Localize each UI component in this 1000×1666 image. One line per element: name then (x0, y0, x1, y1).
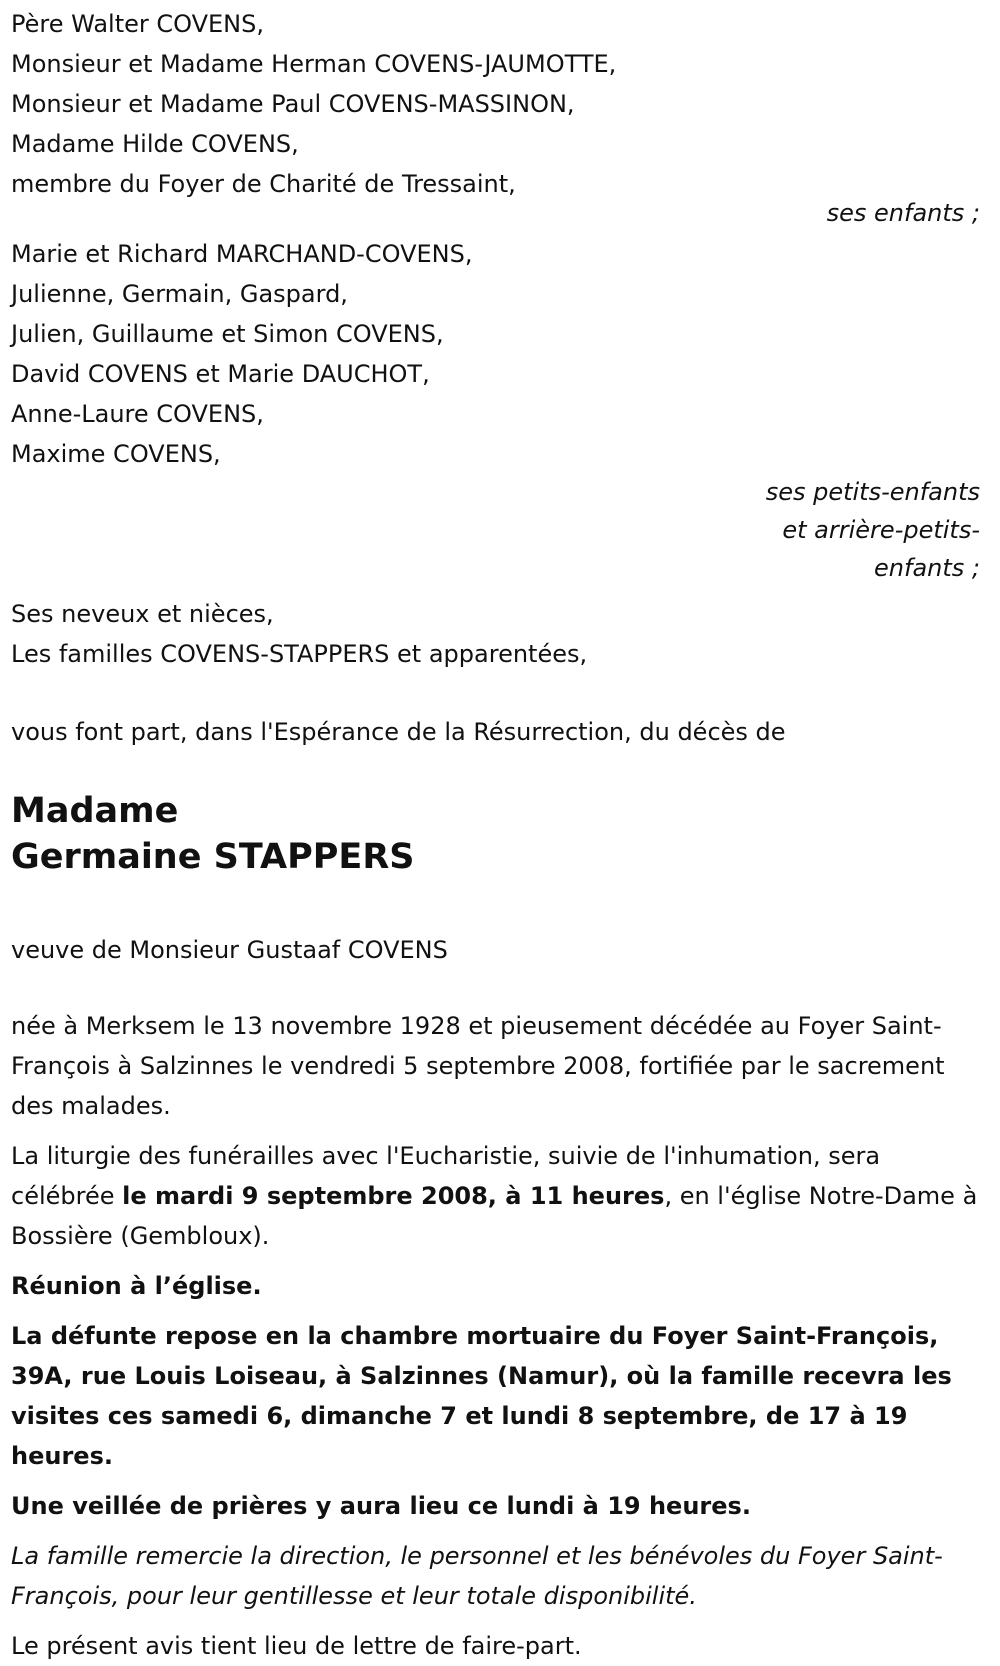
relation-label: enfants ; (874, 554, 980, 582)
others-group (11, 594, 988, 674)
children-group (11, 4, 988, 228)
relation-label: et arrière-petits- (782, 516, 980, 544)
funeral-date: le mardi 9 septembre 2008, à 11 heures (122, 1182, 665, 1210)
family-line: Les familles COVENS-STAPPERS et apparentées, (11, 640, 588, 668)
meeting-info: Réunion à l’église. (11, 1272, 262, 1300)
visitation-info: La défunte repose en la chambre mortuaire du Foyer Saint-François, 39A, rue Louis Loiseau, à Salzinnes (Namur), où la famille recevra les visites ces samedi 6, dimanche 7 et lundi 8 septembre, de 17 à 19 heures. (11, 1322, 952, 1470)
deceased-title: Madame (11, 791, 179, 831)
grandchildren-group (11, 234, 988, 588)
deceased-fullname: Germaine STAPPERS (11, 837, 415, 877)
family-line: membre du Foyer de Charité de Tressaint, (11, 170, 516, 198)
family-line: Julienne, Germain, Gaspard, (11, 280, 348, 308)
family-line: Monsieur et Madame Herman COVENS-JAUMOTTE, (11, 50, 617, 78)
funeral-suffix: , en l'église Notre-Dame à Bossière (Gembloux). (11, 1182, 978, 1250)
closing-note: Le présent avis tient lieu de lettre de faire-part. (11, 1632, 582, 1660)
family-line: Ses neveux et nièces, (11, 600, 274, 628)
announcement: vous font part, dans l'Espérance de la Résurrection, du décès de (11, 718, 786, 746)
widow-of: veuve de Monsieur Gustaaf COVENS (11, 936, 448, 964)
funeral-prefix: La liturgie des funérailles avec l'Eucharistie, suivie de l'inhumation, sera célébrée (11, 1142, 881, 1210)
birth-death-details: née à Merksem le 13 novembre 1928 et pieusement décédée au Foyer Saint-François à Salzinnes le vendredi 5 septembre 2008, fortifiée par le sacrement des malades. (11, 1012, 945, 1120)
family-line: David COVENS et Marie DAUCHOT, (11, 360, 430, 388)
relation-label: ses petits-enfants (765, 478, 980, 506)
funeral-details (11, 1136, 988, 1256)
family-line: Anne-Laure COVENS, (11, 400, 264, 428)
relation-label: ses enfants ; (826, 199, 980, 227)
family-line: Julien, Guillaume et Simon COVENS, (11, 320, 444, 348)
family-line: Madame Hilde COVENS, (11, 130, 299, 158)
family-line: Marie et Richard MARCHAND-COVENS, (11, 240, 473, 268)
family-line: Père Walter COVENS, (11, 10, 264, 38)
vigil-info: Une veillée de prières y aura lieu ce lundi à 19 heures. (11, 1492, 751, 1520)
deceased-name (11, 788, 988, 880)
family-line: Maxime COVENS, (11, 440, 221, 468)
thanks-note: La famille remercie la direction, le personnel et les bénévoles du Foyer Saint-François, pour leur gentillesse et leur totale disponibilité. (11, 1542, 943, 1610)
family-line: Monsieur et Madame Paul COVENS-MASSINON, (11, 90, 575, 118)
